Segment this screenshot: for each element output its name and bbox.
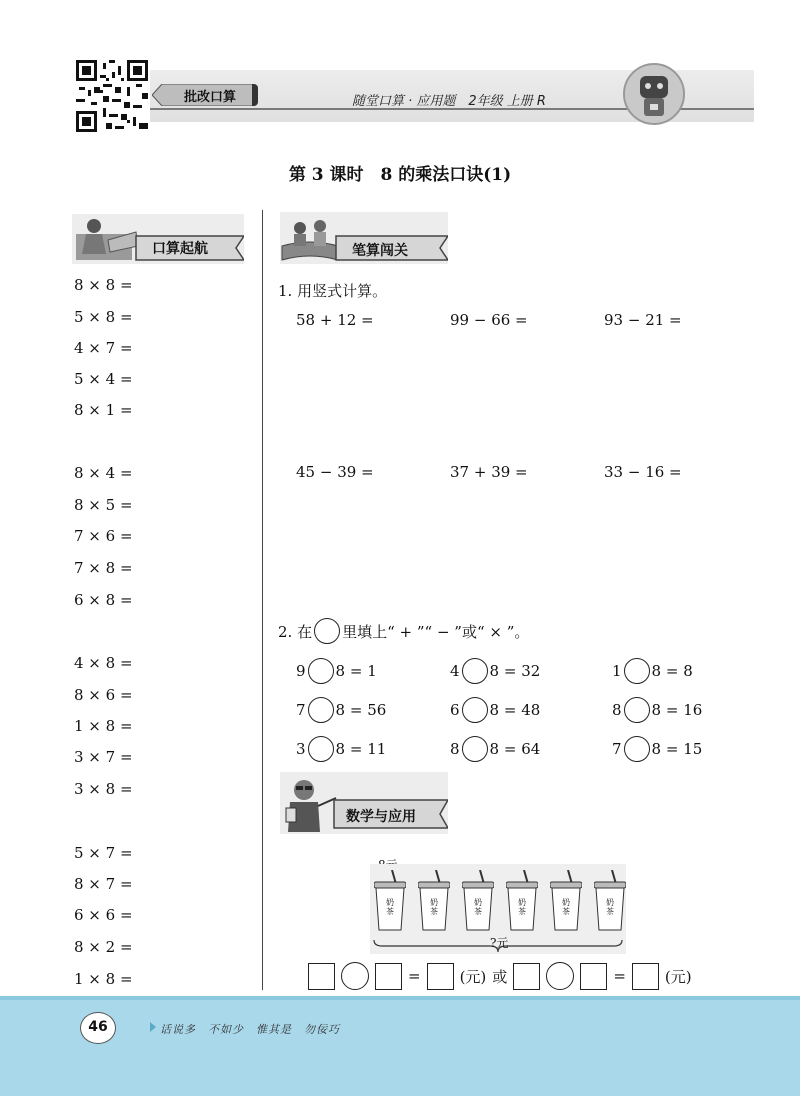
- footer-motto: 话说多 不如少 惟其是 勿佞巧: [160, 1023, 340, 1036]
- oral-section-label: 口算起航: [152, 241, 208, 257]
- operator-fill-item: [612, 697, 702, 723]
- operand-left: 9: [296, 662, 306, 680]
- oral-item: 4 × 7 =: [74, 339, 133, 357]
- operand-right: 8 = 11: [335, 740, 387, 758]
- milk-tea-cup-icon: [418, 870, 450, 932]
- answer-box[interactable]: [632, 963, 659, 990]
- operand-left: 7: [296, 701, 306, 719]
- oral-item: 1 × 8 =: [74, 970, 133, 988]
- operator-blank-circle[interactable]: [308, 697, 334, 723]
- oral-item: 5 × 7 =: [74, 844, 133, 862]
- operator-fill-item: [296, 697, 386, 723]
- oral-item: 8 × 1 =: [74, 401, 133, 419]
- question-1-title: 1. 用竖式计算。: [278, 282, 388, 300]
- operand-right: 8 = 48: [489, 701, 541, 719]
- milk-tea-cup-icon: [506, 870, 538, 932]
- oral-item: 6 × 6 =: [74, 906, 133, 924]
- operand-right: 8 = 56: [335, 701, 387, 719]
- page-number: 46: [88, 1019, 108, 1035]
- operator-fill-item: [296, 736, 386, 762]
- milk-tea-cups: [370, 864, 626, 940]
- vertical-calc-item: 33 − 16 =: [604, 463, 682, 481]
- oral-item: 8 × 4 =: [74, 464, 133, 482]
- operator-fill-item: [450, 736, 540, 762]
- cup-text: 奶茶: [562, 898, 570, 916]
- question-2-title-start: 2. 在: [278, 622, 313, 641]
- oral-item: 3 × 8 =: [74, 780, 133, 798]
- total-price-label: ?元: [490, 936, 509, 950]
- equals-sign: =: [613, 967, 626, 985]
- operand-left: 6: [450, 701, 460, 719]
- answer-box[interactable]: [427, 963, 454, 990]
- operand-left: 1: [612, 662, 622, 680]
- oral-item: 8 × 2 =: [74, 938, 133, 956]
- written-section-label: 笔算闯关: [352, 243, 408, 259]
- operand-right: 8 = 16: [651, 701, 703, 719]
- milk-tea-cup-icon: [462, 870, 494, 932]
- operand-left: 8: [612, 701, 622, 719]
- oral-item: 8 × 8 =: [74, 276, 133, 294]
- operator-blank-circle[interactable]: [624, 736, 650, 762]
- operand-right: 8 = 8: [651, 662, 693, 680]
- answer-box[interactable]: [513, 963, 540, 990]
- operand-right: 8 = 64: [489, 740, 541, 758]
- oral-item: 7 × 8 =: [74, 559, 133, 577]
- oral-item: 5 × 8 =: [74, 308, 133, 326]
- written-section-banner: [280, 212, 448, 264]
- footer-band: [0, 996, 800, 1096]
- operator-blank-circle[interactable]: [462, 697, 488, 723]
- operator-blank-circle[interactable]: [341, 962, 369, 990]
- operator-blank-circle[interactable]: [462, 736, 488, 762]
- qr-code: [76, 60, 148, 132]
- motto-arrow-icon: [150, 1022, 156, 1032]
- cup-text: 奶茶: [386, 898, 394, 916]
- oral-item: 7 × 6 =: [74, 527, 133, 545]
- footer-rule: [0, 996, 800, 1000]
- operator-blank-circle[interactable]: [546, 962, 574, 990]
- or-label: 或: [492, 967, 508, 986]
- question-2-title: [278, 618, 529, 644]
- operand-right: 8 = 15: [651, 740, 703, 758]
- oral-item: 1 × 8 =: [74, 717, 133, 735]
- vertical-calc-item: 37 + 39 =: [450, 463, 528, 481]
- lesson-title: 第 3 课时 8 的乘法口诀(1): [288, 165, 512, 185]
- operand-left: 4: [450, 662, 460, 680]
- answer-equation-row: [308, 962, 692, 990]
- vertical-calc-item: 99 − 66 =: [450, 311, 528, 329]
- operator-blank-circle[interactable]: [624, 697, 650, 723]
- cup-text: 奶茶: [606, 898, 614, 916]
- oral-item: 6 × 8 =: [74, 591, 133, 609]
- operator-fill-item: [612, 658, 693, 684]
- answer-box[interactable]: [375, 963, 402, 990]
- header-tab-label: 批改口算: [184, 90, 237, 105]
- operator-fill-item: [296, 658, 377, 684]
- cup-text: 奶茶: [518, 898, 526, 916]
- application-section-banner: [280, 772, 448, 834]
- vertical-calc-item: 58 + 12 =: [296, 311, 374, 329]
- operator-fill-item: [612, 736, 702, 762]
- operator-circle-sample: [314, 618, 340, 644]
- operator-blank-circle[interactable]: [308, 736, 334, 762]
- oral-item: 3 × 7 =: [74, 748, 133, 766]
- vertical-calc-item: 93 − 21 =: [604, 311, 682, 329]
- milk-tea-cup-icon: [594, 870, 626, 932]
- operand-right: 8 = 1: [335, 662, 377, 680]
- question-2-title-end: 里填上“ + ”“ − ”或“ × ”。: [342, 622, 530, 641]
- application-section-label: 数学与应用: [346, 809, 416, 825]
- vertical-calc-item: 45 − 39 =: [296, 463, 374, 481]
- cup-text: 奶茶: [430, 898, 438, 916]
- oral-item: 8 × 6 =: [74, 686, 133, 704]
- robot-mascot-icon: [622, 62, 686, 126]
- answer-box[interactable]: [580, 963, 607, 990]
- operator-fill-item: [450, 658, 540, 684]
- operand-left: 7: [612, 740, 622, 758]
- equals-sign: =: [408, 967, 421, 985]
- operand-left: 3: [296, 740, 306, 758]
- milk-tea-cup-icon: [550, 870, 582, 932]
- operator-blank-circle[interactable]: [308, 658, 334, 684]
- operand-left: 8: [450, 740, 460, 758]
- oral-item: 5 × 4 =: [74, 370, 133, 388]
- milk-tea-cup-icon: [374, 870, 406, 932]
- oral-item: 4 × 8 =: [74, 654, 133, 672]
- column-divider: [262, 210, 263, 990]
- cup-text: 奶茶: [474, 898, 482, 916]
- operator-blank-circle[interactable]: [624, 658, 650, 684]
- operator-blank-circle[interactable]: [462, 658, 488, 684]
- book-title: 随堂口算 · 应用题 2年级 上册 R: [352, 94, 546, 109]
- operator-fill-item: [450, 697, 540, 723]
- oral-item: 8 × 7 =: [74, 875, 133, 893]
- unit-label: (元): [459, 967, 487, 986]
- operand-right: 8 = 32: [489, 662, 541, 680]
- oral-section-banner: [72, 214, 244, 264]
- answer-box[interactable]: [308, 963, 335, 990]
- unit-label: (元): [664, 967, 692, 986]
- oral-item: 8 × 5 =: [74, 496, 133, 514]
